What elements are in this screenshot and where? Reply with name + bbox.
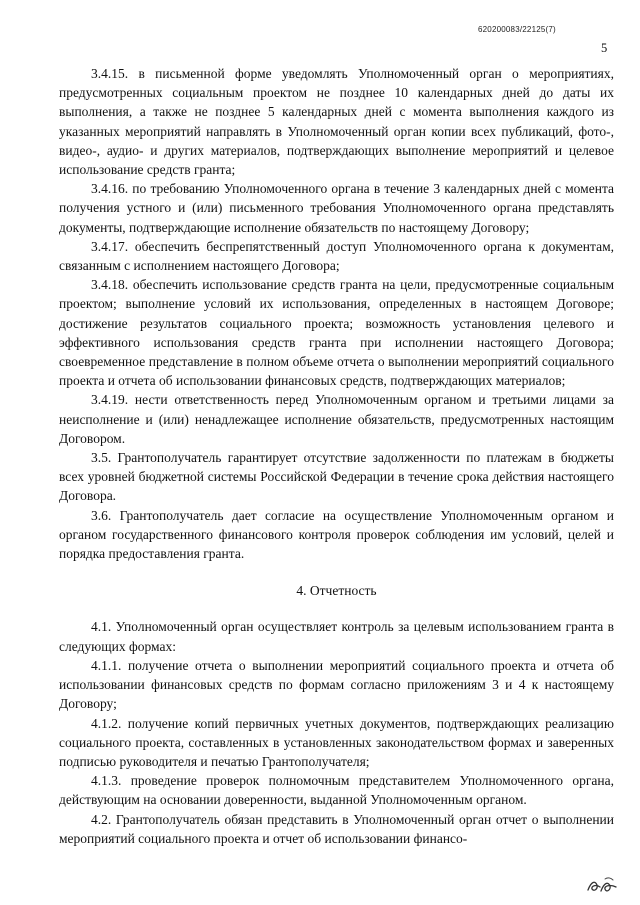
clause-4-1-3: 4.1.3. проведение проверок полномочным представителем Уполномоченного органа, действующим на основании доверенности, выданной Уполномоченным органом. [59,773,614,808]
clause-4-1-2: 4.1.2. получение копий первичных учетных документов, подтверждающих реализацию социального проекта, составленных в установленных законодательством формах и заверенных подписью руководителя и печатью Грантополучателя; [59,715,614,769]
clause-3-4-17: 3.4.17. обеспечить беспрепятственный доступ Уполномоченного органа к документам, связанным с исполнением настоящего Договора; [59,238,614,274]
clause-3-4-19: 3.4.19. нести ответственность перед Уполномоченным органом и третьими лицами за неисполнение и (или) ненадлежащее исполнение обязательств, предусмотренных настоящим Договором. [59,392,614,446]
clause-3-5: 3.5. Грантополучатель гарантирует отсутствие задолженности по платежам в бюджеты всех уровней бюджетной системы Российской Федерации в течение срока действия настоящего Договора. [59,450,614,504]
clause-4-1-1: 4.1.1. получение отчета о выполнении мероприятий социального проекта и отчета об использовании финансовых средств по формам согласно приложениям 3 и 4 к настоящему Договору; [59,657,614,712]
clause-3-6: 3.6. Грантополучатель дает согласие на осуществление Уполномоченным органом и органом государственного финансового контроля проверок соблюдения им условий, целей и порядка предоставления гранта. [59,507,614,562]
clause-3-4-18: 3.4.18. обеспечить использование средств гранта на цели, предусмотренные социальным проектом; выполнение условий их использования, определенных в настоящем Договоре; достижение результатов социального проекта; возможность установления целевого и эффективного использования средств гранта при исполнении настоящего Договора; своевременное представление в полном объеме отчета о выполнении мероприятий социального проекта и отчета об использовании финансовых средств, подтверждающих материалов; [59,277,614,389]
handwritten-initials [585,872,619,896]
clause-4-2: 4.2. Грантополучатель обязан представить в Уполномоченный орган отчет о выполнении мероприятий социального проекта и отчет об использовании финансо- [59,811,614,846]
clause-3-4-15: 3.4.15. в письменной форме уведомлять Уполномоченный орган о мероприятиях, предусмотренных социальным проектом не позднее 10 календарных дней до даты их выполнения, а также не позднее 5 календарных дней с момента выполнения каждого из указанных мероприятий направлять в Уполномоченный орган копии всех публикаций, фото-, видео-, аудио- и других материалов, подтверждающих выполнение мероприятий и целевое использование средств гранта; [59,66,614,178]
page-number: 5 [601,41,608,55]
document-id: 620200083/22125(7) [478,25,556,34]
section-title: 4. Отчетность [296,583,377,599]
clause-4-1: 4.1. Уполномоченный орган осуществляет контроль за целевым использованием гранта в следующих формах: [59,619,614,654]
document-body [59,64,614,848]
clause-3-4-16: 3.4.16. по требованию Уполномоченного органа в течение 3 календарных дней с момента получения устного и (или) письменного требования Уполномоченного органа представлять документы, подтверждающие исполнение обязательств по настоящему Договору; [59,181,614,235]
